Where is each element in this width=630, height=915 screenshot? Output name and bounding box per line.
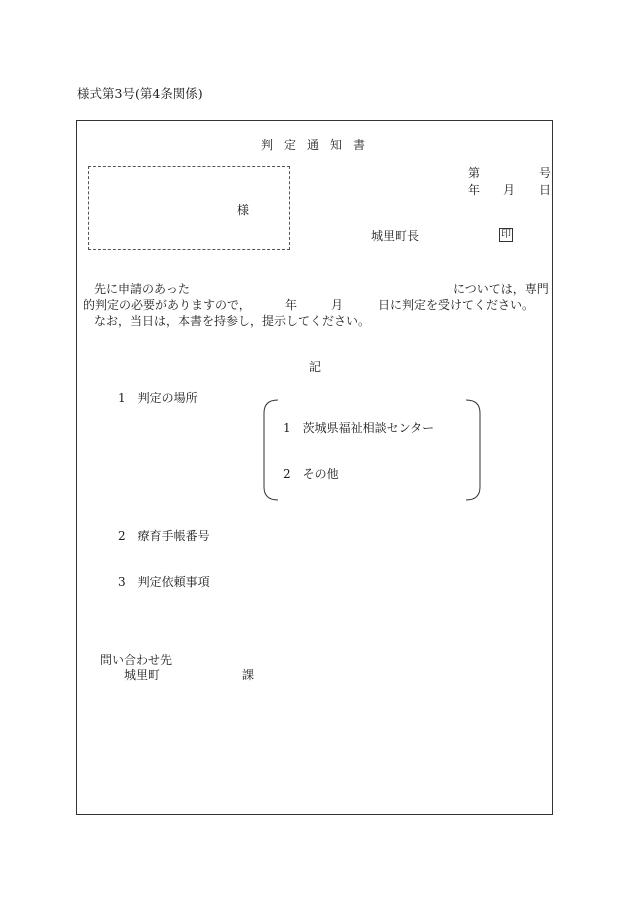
ki-heading: 記 xyxy=(309,360,322,374)
date-month: 月 xyxy=(503,183,516,197)
location-bracket xyxy=(262,399,482,501)
seal-mark: 印 xyxy=(501,229,511,240)
issuer-name: 城里町長 xyxy=(371,229,420,243)
body-line3: なお，当日は，本書を持参し，提示してください。 xyxy=(94,314,371,328)
contact-town: 城里町 xyxy=(124,668,161,682)
form-label: 様式第3号(第4条関係) xyxy=(77,86,203,101)
body-line2-end: 日に判定を受けてください。 xyxy=(378,298,535,312)
contact-label: 問い合わせ先 xyxy=(100,653,173,667)
item-judgment-location: 1 判定の場所 xyxy=(118,391,198,405)
number-suffix: 号 xyxy=(539,166,552,180)
item-handbook-number: 2 療育手帳番号 xyxy=(118,529,210,543)
number-prefix: 第 xyxy=(468,166,481,180)
body-line2-start: 的判定の必要がありますので， xyxy=(83,298,251,312)
body-line1-end: については，専門 xyxy=(453,282,549,296)
date-day: 日 xyxy=(539,183,552,197)
body-line1-start: 先に申請のあった xyxy=(94,282,190,296)
location-option-1: 1 茨城県福祉相談センター xyxy=(283,421,435,435)
date-year: 年 xyxy=(468,183,481,197)
body-line2-month: 月 xyxy=(331,298,344,312)
body-line2-year: 年 xyxy=(285,298,298,312)
contact-section: 課 xyxy=(242,668,255,682)
document-title: 判定通知書 xyxy=(261,138,377,152)
recipient-suffix: 様 xyxy=(237,203,250,217)
recipient-address-box xyxy=(88,166,290,250)
location-option-2: 2 その他 xyxy=(283,467,339,481)
item-request-matters: 3 判定依頼事項 xyxy=(118,575,210,589)
